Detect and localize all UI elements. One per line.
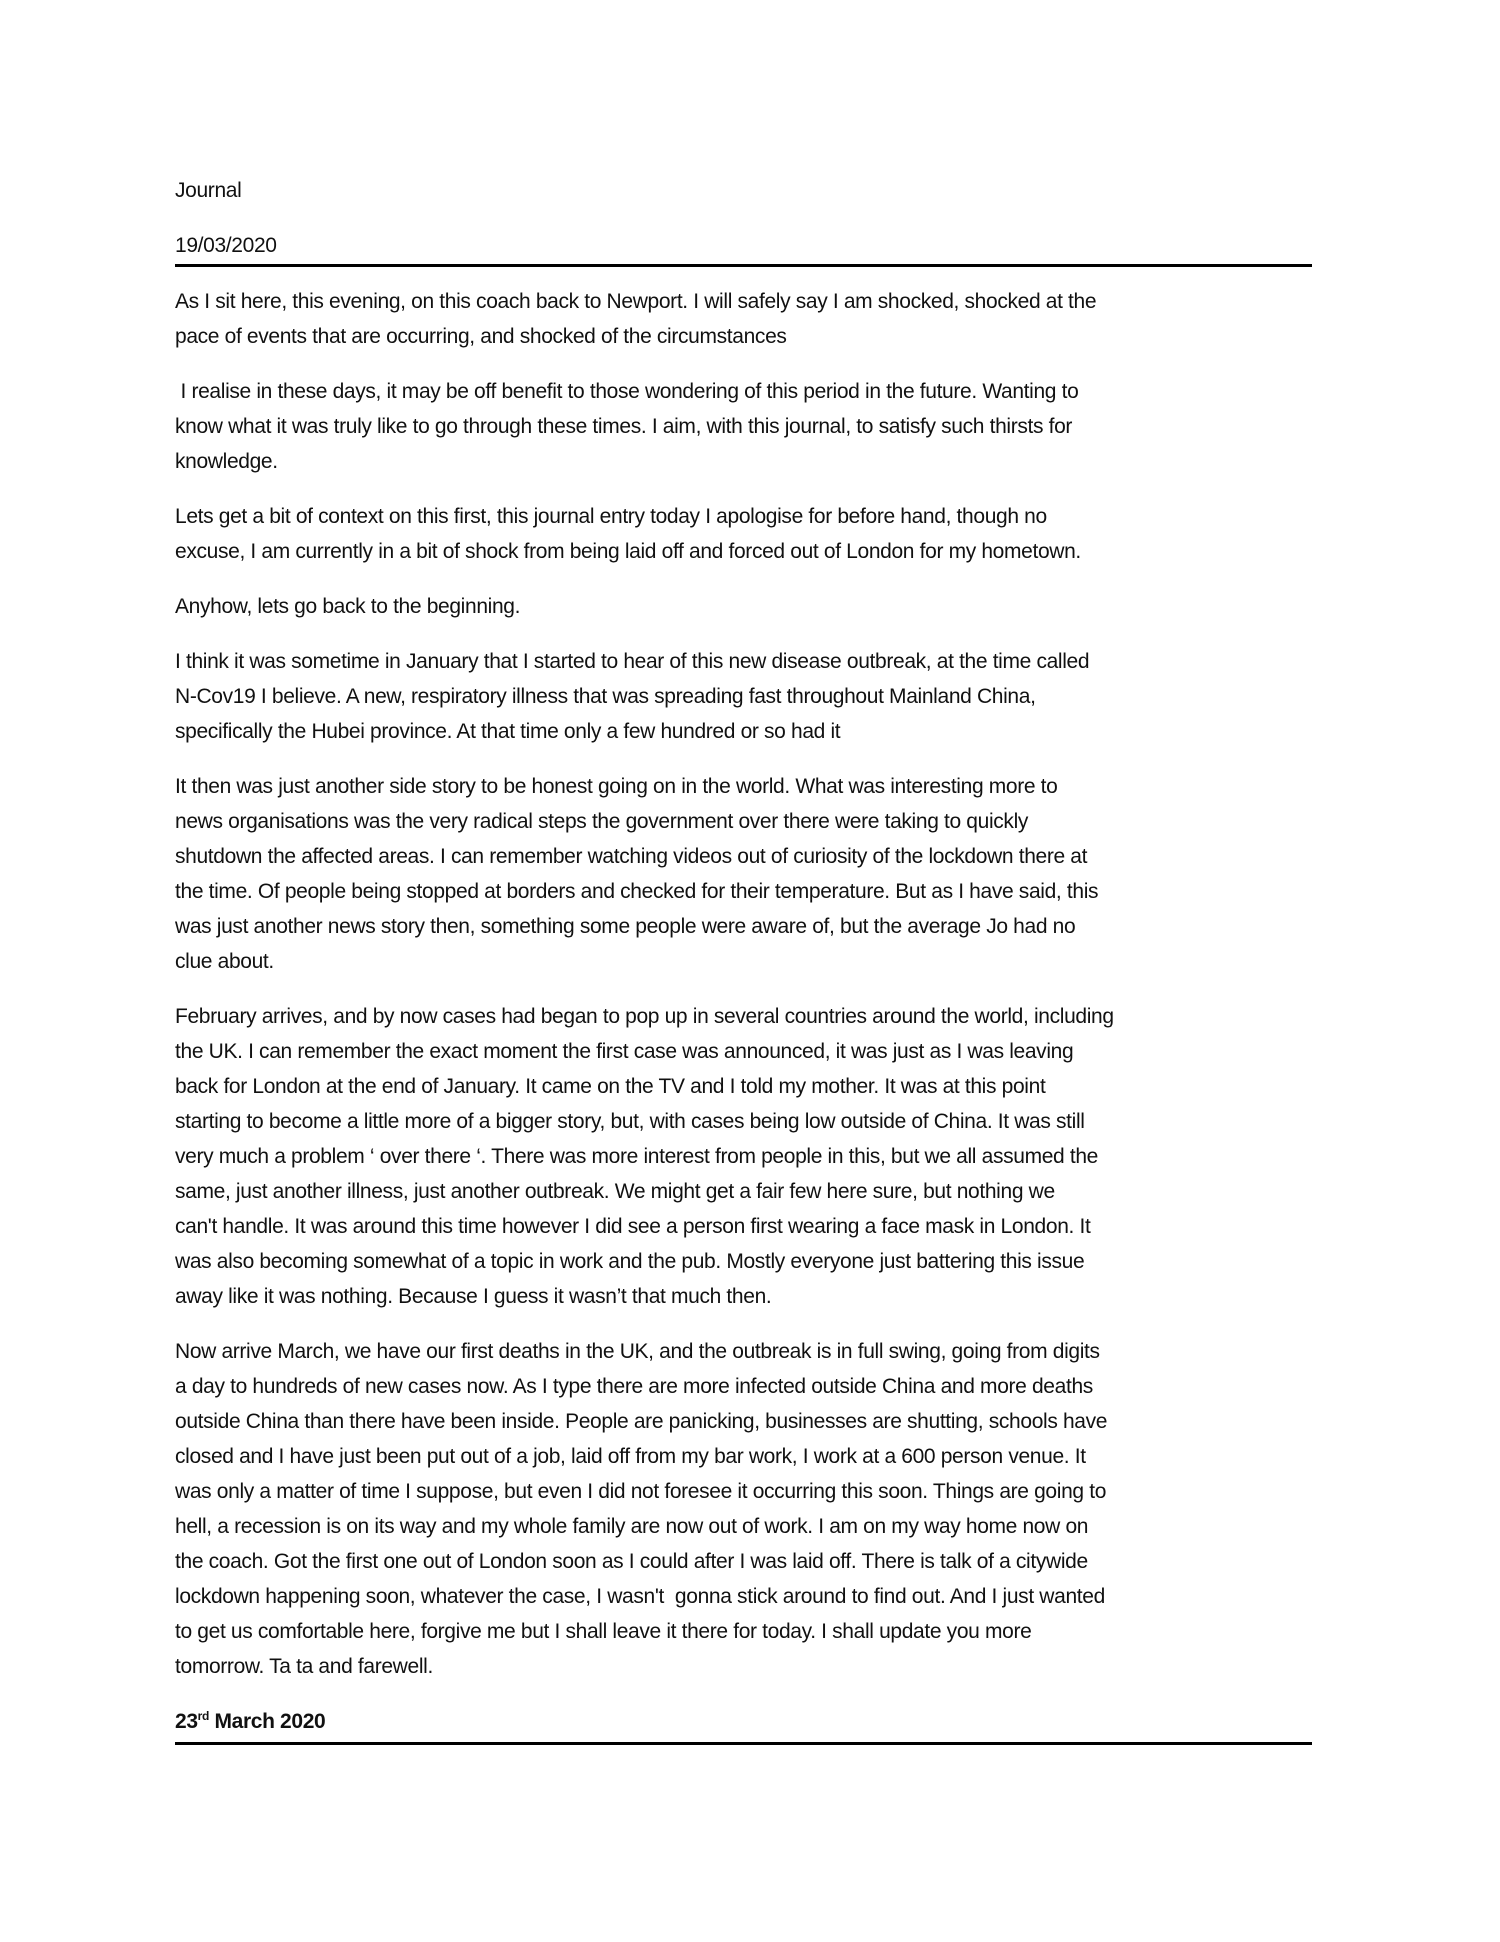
date-rest: March 2020 bbox=[208, 1710, 326, 1733]
text-line: was just another news story then, something some people were aware of, but the average Jo had no bbox=[175, 915, 1076, 938]
text-line: pace of events that are occurring, and shocked of the circumstances bbox=[175, 325, 787, 348]
paragraph bbox=[175, 999, 1312, 1314]
text-line: was also becoming somewhat of a topic in work and the pub. Mostly everyone just battering this issue bbox=[175, 1250, 1085, 1273]
text-line: shutdown the affected areas. I can remember watching videos out of curiosity of the lockdown there at bbox=[175, 845, 1088, 868]
date-suffix: rd bbox=[197, 1709, 209, 1723]
paragraph bbox=[175, 284, 1312, 354]
text-line: back for London at the end of January. It came on the TV and I told my mother. It was at this point bbox=[175, 1075, 1046, 1098]
text-line: excuse, I am currently in a bit of shock from being laid off and forced out of London for my hometown. bbox=[175, 540, 1081, 563]
text-line: hell, a recession is on its way and my whole family are now out of work. I am on my way home now on bbox=[175, 1515, 1089, 1538]
text-line: I realise in these days, it may be off benefit to those wondering of this period in the future. Wanting to bbox=[175, 380, 1079, 403]
text-line: outside China than there have been inside. People are panicking, businesses are shutting, schools have bbox=[175, 1410, 1108, 1433]
text-line: As I sit here, this evening, on this coach back to Newport. I will safely say I am shocked, shocked at the bbox=[175, 290, 1097, 313]
paragraph bbox=[175, 644, 1312, 749]
text-line: the coach. Got the first one out of London soon as I could after I was laid off. There is talk of a citywide bbox=[175, 1550, 1088, 1573]
paragraph bbox=[175, 1334, 1312, 1684]
text-line: lockdown happening soon, whatever the case, I wasn't gonna stick around to find out. And I just wanted bbox=[175, 1585, 1105, 1608]
date-day: 23 bbox=[175, 1710, 198, 1733]
text-line: February arrives, and by now cases had began to pop up in several countries around the world, including bbox=[175, 1005, 1114, 1028]
text-line: knowledge. bbox=[175, 450, 278, 473]
paragraph bbox=[175, 499, 1312, 569]
text-line: clue about. bbox=[175, 950, 274, 973]
text-line: a day to hundreds of new cases now. As I type there are more infected outside China and more deaths bbox=[175, 1375, 1093, 1398]
entry-date: 19/03/2020 bbox=[175, 228, 1312, 267]
text-line: I think it was sometime in January that I started to hear of this new disease outbreak, at the time called bbox=[175, 650, 1090, 673]
journal-page bbox=[175, 173, 1312, 1745]
text-line: can't handle. It was around this time however I did see a person first wearing a face mask in London. It bbox=[175, 1215, 1091, 1238]
text-line: know what it was truly like to go through these times. I aim, with this journal, to satisfy such thirsts for bbox=[175, 415, 1073, 438]
text-line: was only a matter of time I suppose, but even I did not foresee it occurring this soon. Things are going to bbox=[175, 1480, 1107, 1503]
paragraph bbox=[175, 374, 1312, 479]
text-line: tomorrow. Ta ta and farewell. bbox=[175, 1655, 433, 1678]
text-line: Lets get a bit of context on this first, this journal entry today I apologise for before hand, though no bbox=[175, 505, 1047, 528]
document-title: Journal bbox=[175, 179, 242, 202]
text-line: specifically the Hubei province. At that time only a few hundred or so had it bbox=[175, 720, 841, 743]
text-line: very much a problem ‘ over there ‘. There was more interest from people in this, but we all assumed the bbox=[175, 1145, 1098, 1168]
text-line: Anyhow, lets go back to the beginning. bbox=[175, 595, 521, 618]
text-line: news organisations was the very radical steps the government over there were taking to quickly bbox=[175, 810, 1029, 833]
text-line: same, just another illness, just another outbreak. We might get a fair few here sure, but nothing we bbox=[175, 1180, 1055, 1203]
text-line: Now arrive March, we have our first deaths in the UK, and the outbreak is in full swing, going from digits bbox=[175, 1340, 1100, 1363]
paragraph bbox=[175, 769, 1312, 979]
entry-body bbox=[175, 284, 1312, 1684]
text-line: closed and I have just been put out of a job, laid off from my bar work, I work at a 600 person venue. It bbox=[175, 1445, 1086, 1468]
text-line: It then was just another side story to be honest going on in the world. What was interesting more to bbox=[175, 775, 1058, 798]
text-line: starting to become a little more of a bigger story, but, with cases being low outside of China. It was still bbox=[175, 1110, 1085, 1133]
text-line: N-Cov19 I believe. A new, respiratory illness that was spreading fast throughout Mainland China, bbox=[175, 685, 1036, 708]
paragraph bbox=[175, 589, 1312, 624]
text-line: away like it was nothing. Because I guess it wasn’t that much then. bbox=[175, 1285, 772, 1308]
entry-date-heading bbox=[175, 1704, 1312, 1745]
text-line: to get us comfortable here, forgive me but I shall leave it there for today. I shall update you more bbox=[175, 1620, 1032, 1643]
text-line: the time. Of people being stopped at borders and checked for their temperature. But as I have said, this bbox=[175, 880, 1099, 903]
text-line: the UK. I can remember the exact moment the first case was announced, it was just as I was leaving bbox=[175, 1040, 1074, 1063]
